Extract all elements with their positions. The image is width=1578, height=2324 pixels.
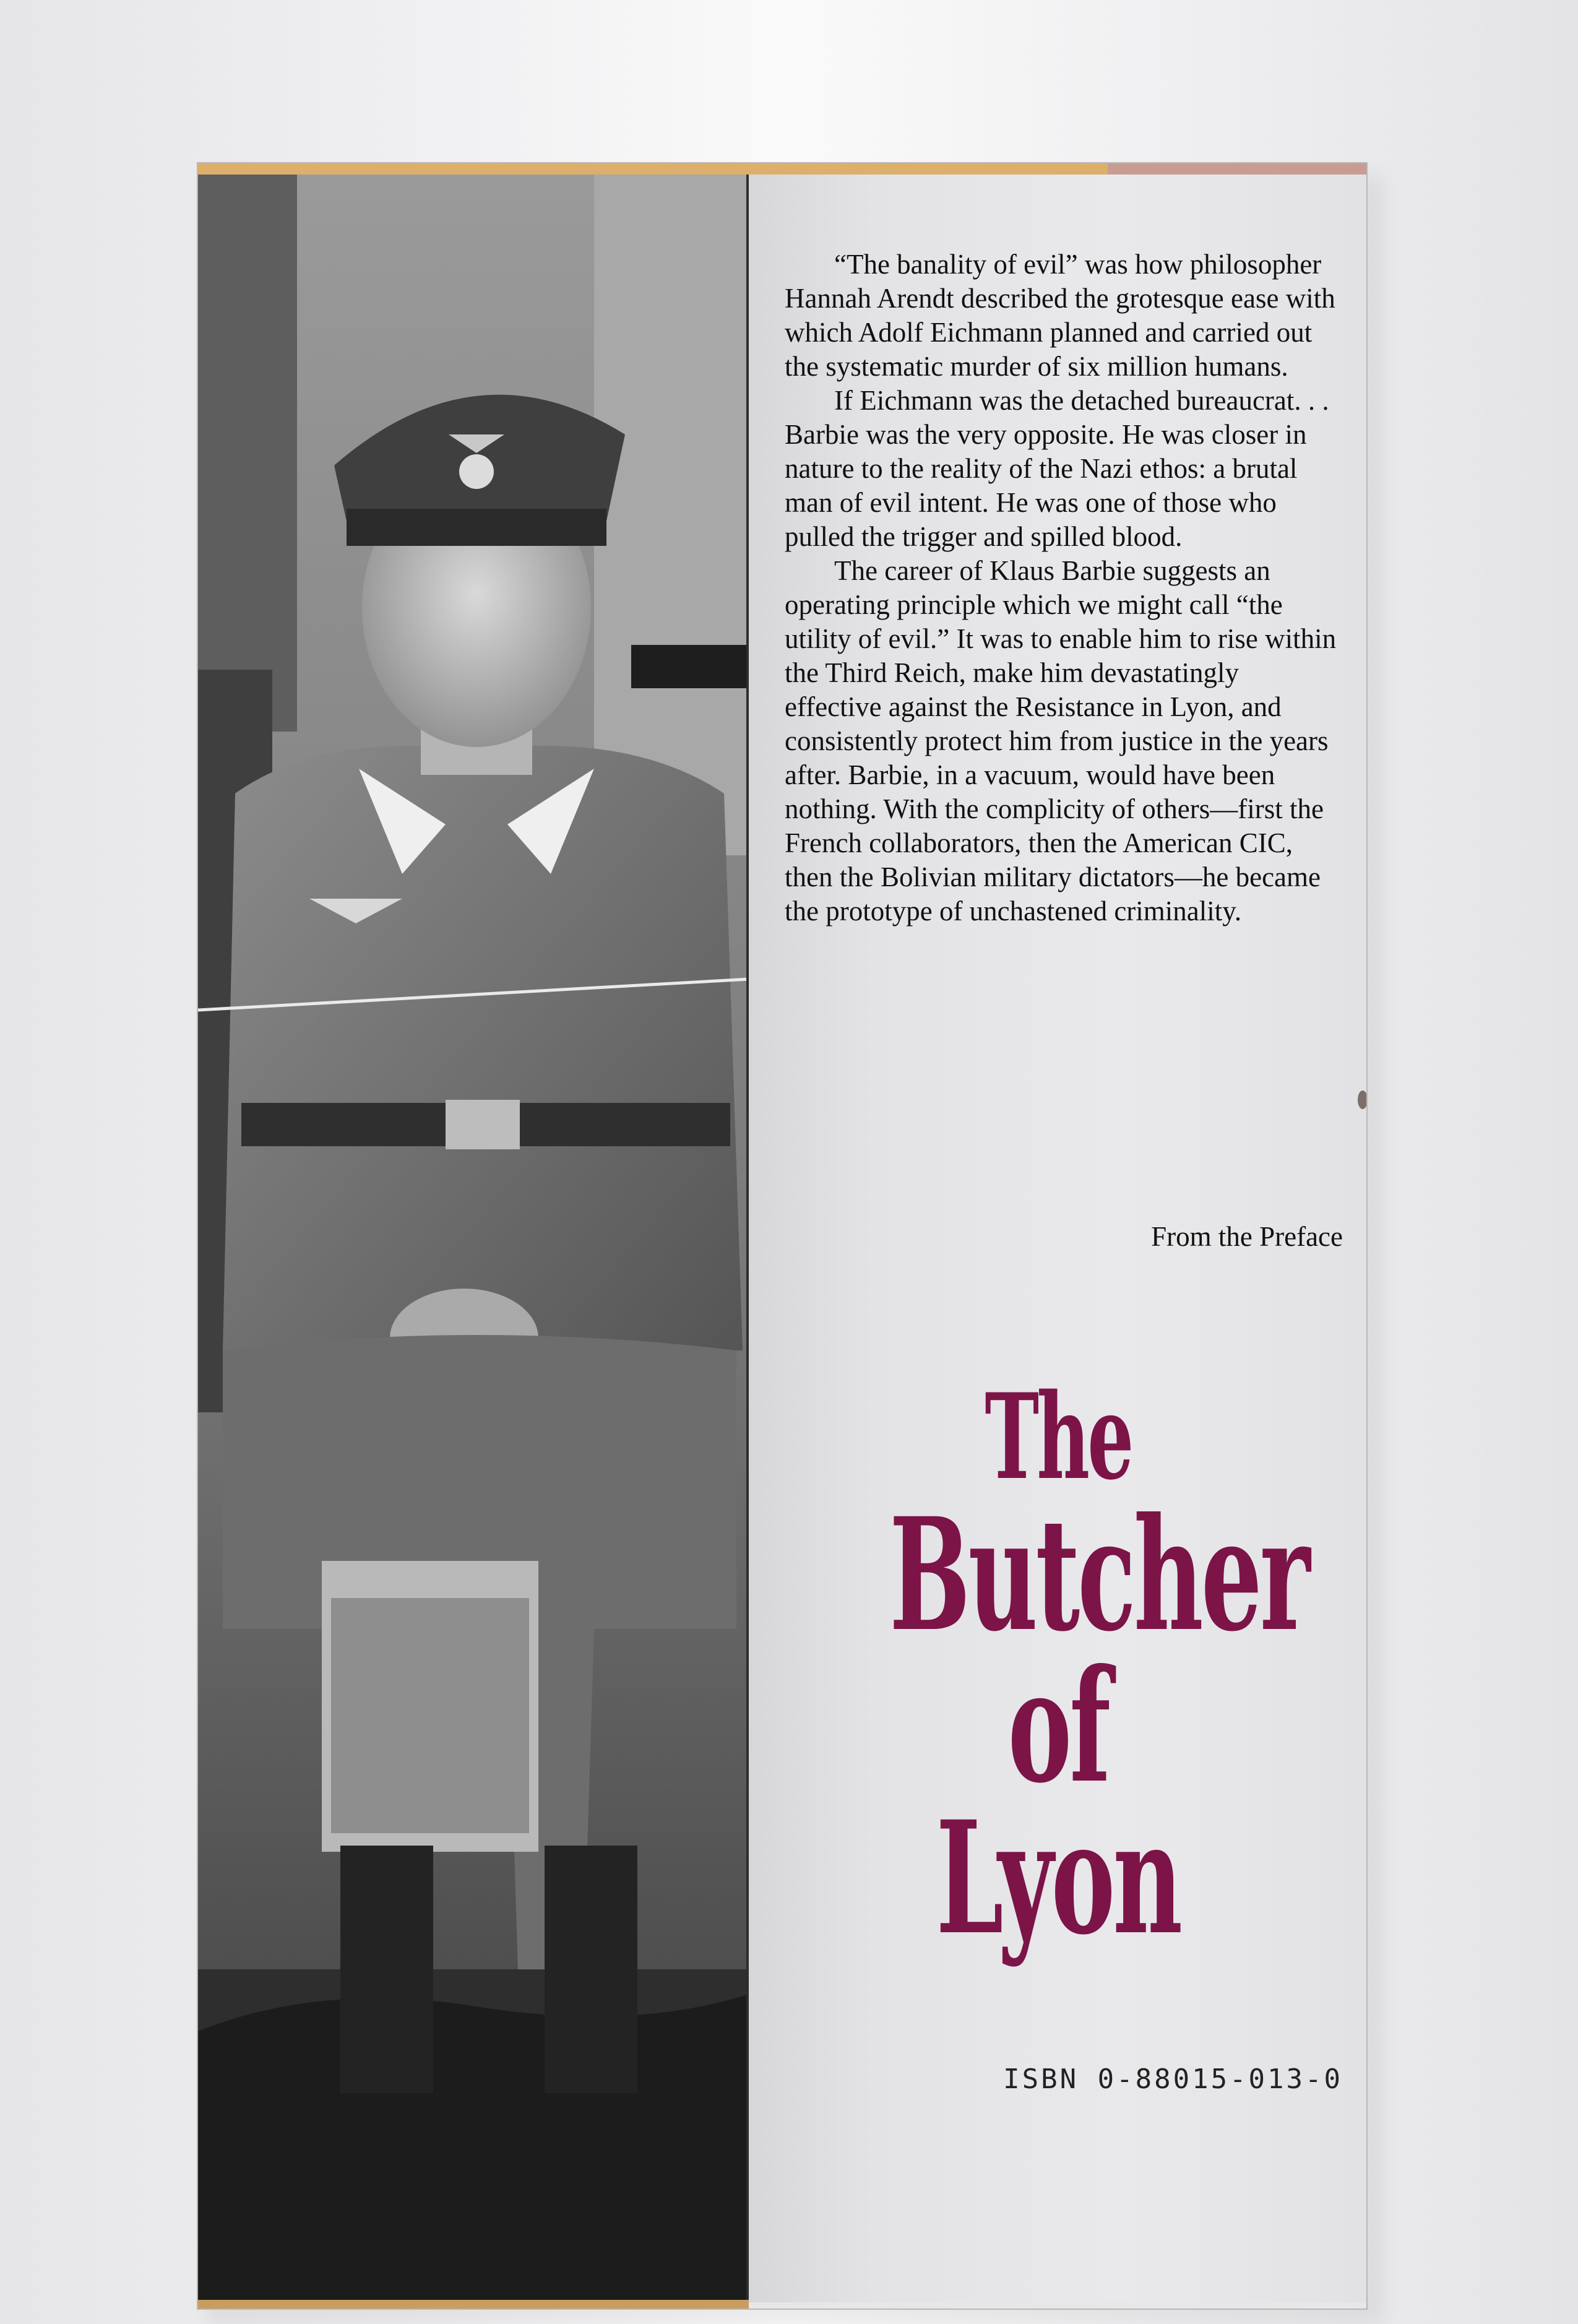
title-line-3: of Lyon [936, 1635, 1181, 1969]
book-title [786, 1368, 1330, 1969]
spine-edge-strip-red [1108, 163, 1368, 175]
spine-edge-strip [198, 163, 1108, 175]
title-line-2: Butcher [889, 1484, 1308, 1665]
jacket-nick [1358, 1091, 1368, 1109]
text-panel [749, 175, 1368, 2302]
preface-paragraph-1: “The banality of evil” was how philosopher Hannah Arendt described the grotesque ease with which Adolf Eichmann planned and carried out the systematic murder of six million humans. [785, 249, 1335, 382]
book-back-cover [197, 162, 1368, 2310]
soldier-photo-illustration [198, 175, 749, 2302]
preface-paragraph-3: The career of Klaus Barbie suggests an operating principle which we might call “the utility of evil.” It was to enable him to rise within the Third Reich, make him devastatingly effective against the Resistance in Lyon, and consistently protect him from justice in the years after. Barbie, in a vacuum, would have been nothing. With the complicity of others—first the French collaborators, then the American CIC, then the Bolivian military dictators—he became the prototype of unchastened criminality. [785, 555, 1337, 927]
isbn-number: ISBN 0-88015-013-0 [1003, 2063, 1343, 2095]
bottom-edge-strip [198, 2300, 749, 2309]
preface-attribution: From the Preface [1151, 1221, 1343, 1252]
author-subject-photo [198, 175, 749, 2302]
preface-excerpt [785, 248, 1342, 928]
title-line-1: The [985, 1368, 1132, 1506]
preface-paragraph-2: If Eichmann was the detached bureaucrat. . . Barbie was the very opposite. He was closer in nature to the reality of the Nazi ethos: a brutal man of evil intent. He was one of those who pulled the trigger and spilled blood. [785, 385, 1329, 552]
